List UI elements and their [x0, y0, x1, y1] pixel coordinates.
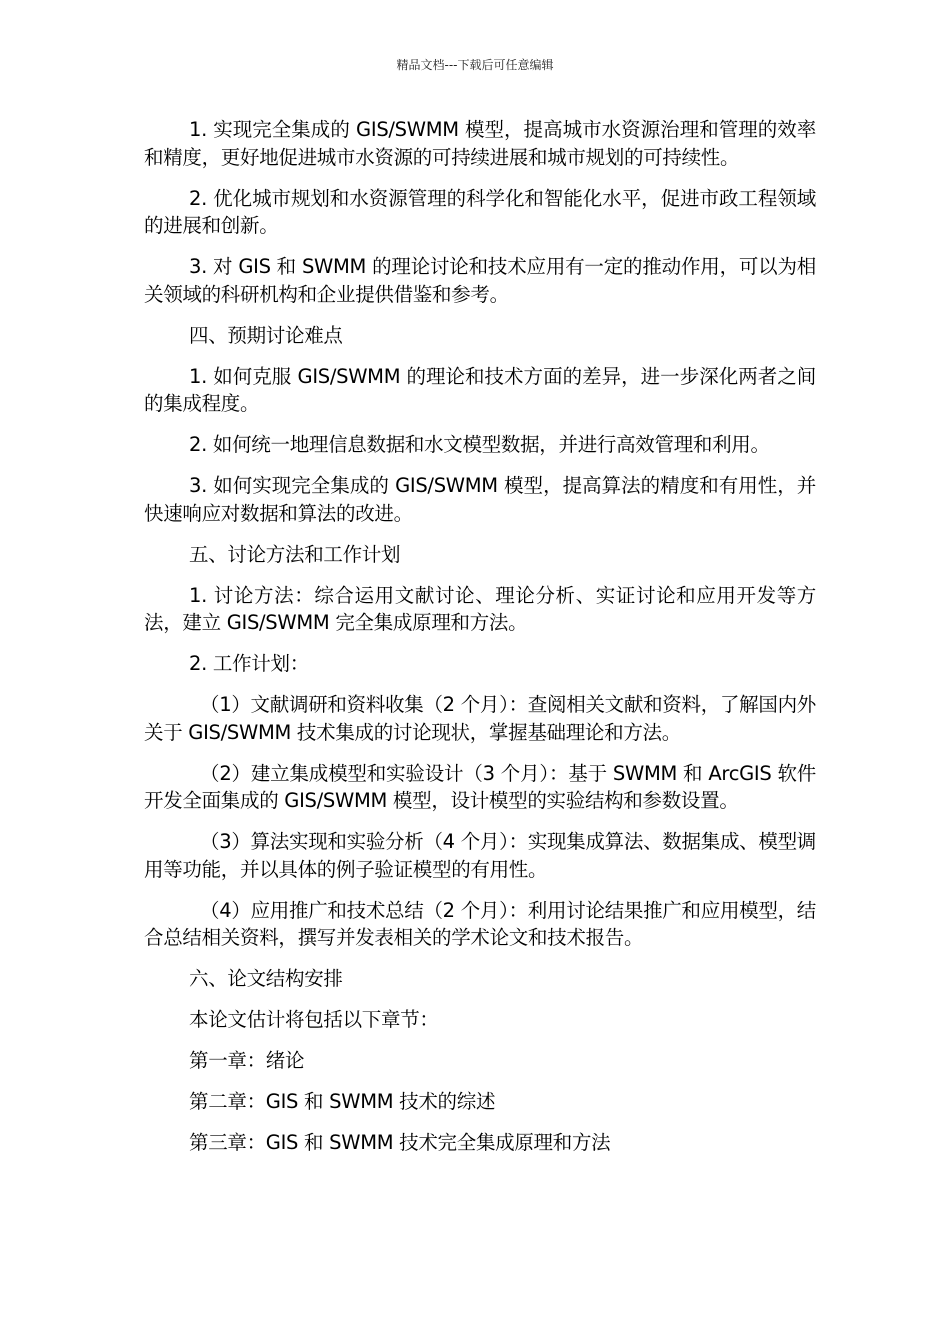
difficulty-paragraph-2: 2. 如何统一地理信息数据和水文模型数据，并进行高效管理和利用。: [189, 433, 770, 456]
work-plan-step-3: （3）算法实现和实验分析（4 个月）：实现集成算法、数据集成、模型调用等功能，并以具体的例子验证模型的有用性。: [144, 830, 816, 881]
methods-paragraph: 1. 讨论方法：综合运用文献讨论、理论分析、实证讨论和应用开发等方法，建立 GIS/SWMM 完全集成原理和方法。: [144, 583, 816, 634]
work-plan-step-1: （1）文献调研和资料收集（2 个月）：查阅相关文献和资料，了解国内外关于 GIS/SWMM 技术集成的讨论现状，掌握基础理论和方法。: [144, 693, 816, 744]
work-plan-step-2: （2）建立集成模型和实验设计（3 个月）：基于 SWMM 和 ArcGIS 软件开发全面集成的 GIS/SWMM 模型，设计模型的实验结构和参数设置。: [144, 761, 816, 812]
section-heading-structure: 六、论文结构安排: [189, 967, 343, 990]
work-plan-step-4: （4）应用推广和技术总结（2 个月）：利用讨论结果推广和应用模型，结合总结相关资料，撰写并发表相关的学术论文和技术报告。: [144, 898, 816, 949]
difficulty-paragraph-1: 1. 如何克服 GIS/SWMM 的理论和技术方面的差异，进一步深化两者之间的集成程度。: [144, 364, 816, 415]
goal-paragraph-2: 2. 优化城市规划和水资源管理的科学化和智能化水平，促进市政工程领域的进展和创新。: [144, 186, 816, 237]
goal-paragraph-1: 1. 实现完全集成的 GIS/SWMM 模型，提高城市水资源治理和管理的效率和精度，更好地促进城市水资源的可持续进展和城市规划的可持续性。: [144, 118, 816, 169]
work-plan-paragraph: 2. 工作计划：: [189, 652, 309, 675]
chapter-2-line: 第二章：GIS 和 SWMM 技术的综述: [189, 1090, 496, 1113]
difficulty-paragraph-3: 3. 如何实现完全集成的 GIS/SWMM 模型，提高算法的精度和有用性，并快速响应对数据和算法的改进。: [144, 474, 816, 525]
document-body: [144, 116, 816, 1170]
structure-intro: 本论文估计将包括以下章节：: [189, 1008, 439, 1031]
section-heading-difficulties: 四、预期讨论难点: [189, 323, 343, 347]
page-header: 精品文档---下载后可任意编辑: [396, 58, 554, 72]
chapter-1-line: 第一章：绪论: [189, 1049, 305, 1072]
goal-paragraph-3: 3. 对 GIS 和 SWMM 的理论讨论和技术应用有一定的推动作用，可以为相关领域的科研机构和企业提供借鉴和参考。: [144, 255, 816, 306]
section-heading-methods: 五、讨论方法和工作计划: [189, 542, 401, 566]
chapter-3-line: 第三章：GIS 和 SWMM 技术完全集成原理和方法: [189, 1131, 611, 1154]
